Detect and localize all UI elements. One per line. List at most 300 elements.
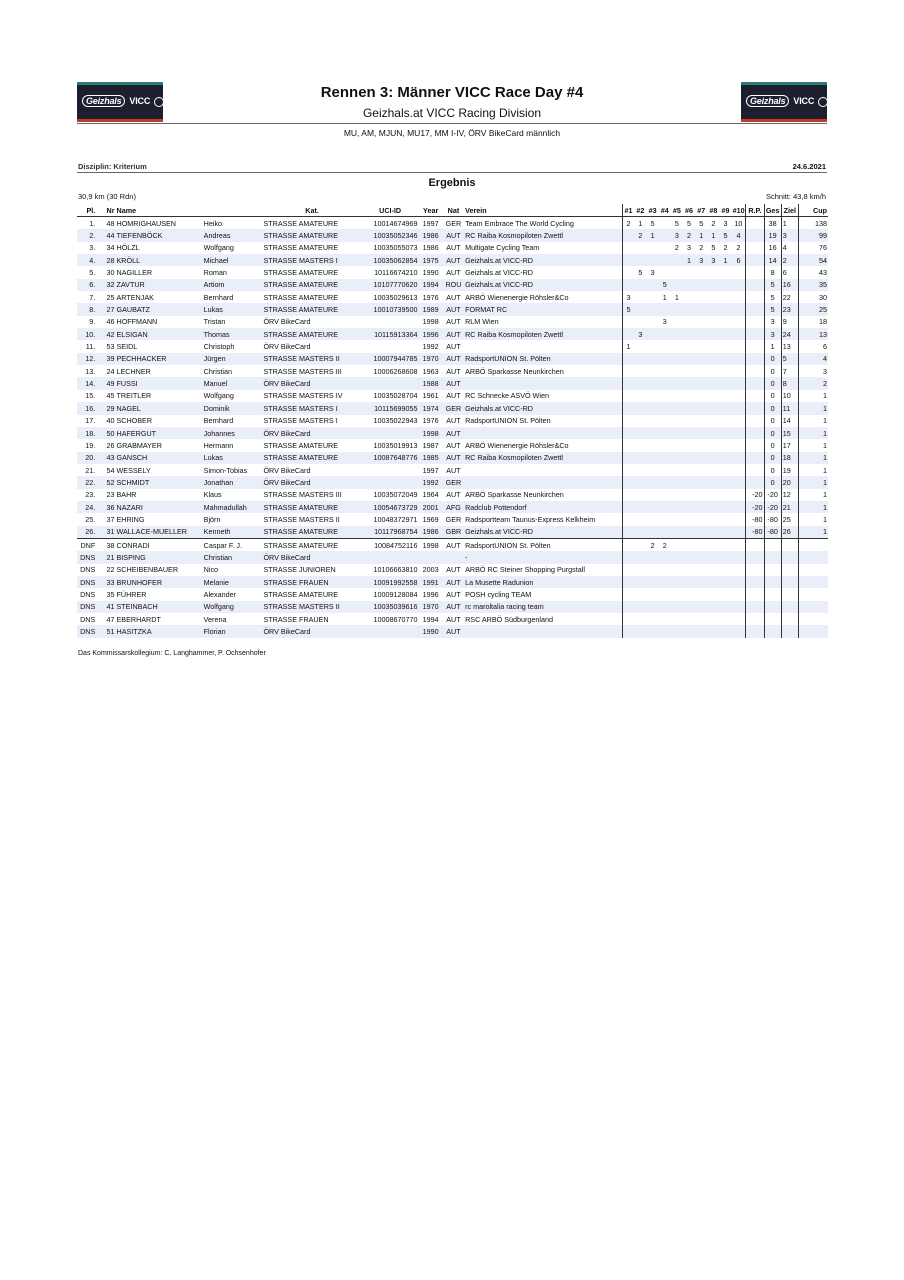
table-cell: GAUBATZ xyxy=(116,303,203,315)
table-cell: 4 xyxy=(781,242,798,254)
table-row xyxy=(77,316,828,328)
table-cell: 10035029613 xyxy=(373,292,418,302)
table-cell xyxy=(622,266,634,278)
table-cell xyxy=(659,576,671,588)
table-cell: 2 xyxy=(699,243,704,253)
table-cell xyxy=(695,588,707,600)
table-cell: Kenneth xyxy=(203,526,263,539)
race-distance: 30,9 km (30 Rdn) xyxy=(78,192,136,201)
table-cell xyxy=(622,601,634,613)
table-cell: STRASSE AMATEURE xyxy=(263,589,338,599)
table-cell xyxy=(707,291,719,303)
table-cell xyxy=(683,625,695,637)
table-cell: 26 xyxy=(106,440,115,450)
table-cell: 18. xyxy=(77,427,96,439)
table-cell: 5 xyxy=(764,279,781,291)
table-cell xyxy=(647,513,659,525)
table-cell xyxy=(732,291,746,303)
table-cell: ARBÖ Sparkasse Neunkirchen xyxy=(465,366,564,376)
table-cell xyxy=(647,476,659,488)
table-cell xyxy=(464,377,622,389)
table-cell: FORMAT RC xyxy=(464,303,622,315)
table-cell: 0 xyxy=(764,365,781,377)
table-cell xyxy=(671,613,683,625)
table-cell xyxy=(746,377,764,389)
column-header: #2 xyxy=(634,204,646,217)
table-cell xyxy=(622,353,634,365)
table-cell: Mahmadullah xyxy=(203,501,263,513)
table-cell xyxy=(647,377,659,389)
table-cell xyxy=(622,452,634,464)
table-cell: CONRADI xyxy=(116,538,203,551)
table-cell xyxy=(671,340,683,352)
table-cell xyxy=(732,266,746,278)
table-cell xyxy=(647,464,659,476)
table-cell xyxy=(746,588,764,600)
table-cell: BAHR xyxy=(116,490,137,500)
table-cell xyxy=(634,402,646,414)
table-row xyxy=(77,254,828,266)
table-cell xyxy=(746,340,764,352)
table-cell: 1994 xyxy=(419,279,443,291)
table-cell: Florian xyxy=(203,625,263,637)
table-cell xyxy=(622,625,634,637)
table-cell: 2001 xyxy=(419,501,443,513)
table-cell: STRASSE AMATEURE xyxy=(262,303,361,315)
table-cell: POSH cycling TEAM xyxy=(465,589,532,599)
table-cell: Melanie xyxy=(203,576,263,588)
table-cell: AUT xyxy=(443,576,464,588)
table-cell xyxy=(695,551,707,563)
table-cell: -20 xyxy=(746,489,764,501)
table-cell: 51 xyxy=(96,625,115,637)
table-cell: Radclub Pottendorf xyxy=(464,501,622,513)
table-cell: 3 xyxy=(662,317,667,327)
table-cell xyxy=(764,564,781,576)
table-cell: Alexander xyxy=(203,589,237,599)
table-cell: 10116674210 xyxy=(374,268,418,278)
table-cell xyxy=(695,576,707,588)
table-cell: AUT xyxy=(443,303,464,315)
table-cell xyxy=(622,588,634,600)
table-cell xyxy=(362,476,419,488)
table-cell: ARBÖ RC Steiner Shopping Purgstall xyxy=(465,565,585,575)
table-cell: 1974 xyxy=(419,402,443,414)
table-cell xyxy=(634,601,646,613)
table-cell xyxy=(746,291,764,303)
table-cell xyxy=(659,601,671,613)
table-cell: 1998 xyxy=(419,538,443,551)
table-cell xyxy=(671,551,683,563)
table-cell: 10035039616 xyxy=(362,601,419,613)
table-cell: AUT xyxy=(446,243,461,253)
table-cell xyxy=(671,601,683,613)
table-cell xyxy=(634,564,646,576)
table-cell xyxy=(695,613,707,625)
table-cell xyxy=(719,415,731,427)
table-cell xyxy=(622,427,634,439)
table-cell xyxy=(732,538,746,551)
table-cell xyxy=(647,303,659,315)
table-cell: 16 xyxy=(764,242,781,254)
table-cell xyxy=(719,464,731,476)
table-cell: 10035028704 xyxy=(373,391,418,401)
table-cell xyxy=(781,613,798,625)
table-cell: 23 xyxy=(106,490,115,500)
table-cell xyxy=(732,303,746,315)
table-cell: BRUNHOFER xyxy=(116,576,203,588)
table-cell: 1 xyxy=(781,217,798,230)
table-cell xyxy=(764,576,781,588)
table-cell xyxy=(719,625,731,637)
table-cell: 0 xyxy=(764,353,781,365)
table-cell: 3 xyxy=(687,243,692,253)
table-cell: 36 xyxy=(96,501,115,513)
table-cell: 5 xyxy=(650,218,655,228)
table-cell: 1976 xyxy=(422,416,439,426)
table-cell xyxy=(659,464,671,476)
table-cell: 10035055073 xyxy=(373,243,418,253)
table-cell: 1990 xyxy=(422,268,439,278)
table-cell: AUT xyxy=(446,589,461,599)
table-row xyxy=(77,291,828,303)
table-cell xyxy=(764,551,781,563)
table-cell xyxy=(719,538,731,551)
table-cell xyxy=(634,353,646,365)
table-cell xyxy=(746,464,764,476)
table-cell xyxy=(659,365,671,377)
table-cell: 1 xyxy=(798,501,828,513)
results-table xyxy=(77,204,828,638)
table-cell: 5 xyxy=(638,268,643,278)
table-cell: Hermann xyxy=(203,440,234,450)
table-row xyxy=(77,266,828,278)
table-cell xyxy=(746,229,764,241)
table-cell: 41 xyxy=(96,601,115,613)
section-divider xyxy=(77,172,827,173)
table-cell: NAZARI xyxy=(116,501,203,513)
table-cell xyxy=(707,328,719,340)
table-cell xyxy=(671,390,683,402)
table-cell: RSC ARBÖ Südburgenland xyxy=(465,614,553,624)
table-cell xyxy=(746,279,764,291)
table-cell xyxy=(683,588,695,600)
table-cell: AUT xyxy=(446,366,461,376)
table-cell: RLM Wien xyxy=(465,317,499,327)
table-cell xyxy=(634,365,646,377)
table-cell xyxy=(622,501,634,513)
table-cell: 3 xyxy=(707,254,719,266)
table-row xyxy=(77,242,828,254)
table-cell xyxy=(695,601,707,613)
table-cell: 24 xyxy=(781,328,798,340)
table-cell xyxy=(659,513,671,525)
table-cell: 25 xyxy=(781,513,798,525)
table-cell xyxy=(695,353,707,365)
table-cell xyxy=(671,377,683,389)
table-cell: AFG xyxy=(443,501,464,513)
table-cell: 5 xyxy=(699,218,704,228)
table-cell: 13. xyxy=(85,366,96,376)
table-cell xyxy=(647,452,659,464)
table-cell: 7 xyxy=(781,365,798,377)
table-cell: 35 xyxy=(798,279,828,291)
table-cell: 44 xyxy=(96,229,115,241)
table-cell xyxy=(707,526,719,539)
table-cell xyxy=(683,353,695,365)
table-cell: Bernhard xyxy=(203,292,234,302)
table-cell: AUT xyxy=(443,377,464,389)
table-cell: 47 xyxy=(106,614,115,624)
table-cell xyxy=(647,291,659,303)
table-cell xyxy=(732,439,746,451)
table-cell xyxy=(622,464,634,476)
table-row xyxy=(77,501,828,513)
table-cell: WALLACE-MUELLER xyxy=(116,526,203,539)
column-header: #7 xyxy=(695,204,707,217)
table-cell xyxy=(622,476,634,488)
table-cell: 21 xyxy=(96,551,115,563)
table-cell xyxy=(671,588,683,600)
table-cell: 10087648776 xyxy=(362,452,419,464)
table-cell: STRASSE JUNIOREN xyxy=(263,565,336,575)
table-cell: 10107770620 xyxy=(362,279,419,291)
table-cell xyxy=(671,476,683,488)
table-cell xyxy=(659,501,671,513)
table-cell: 1986 xyxy=(419,526,443,539)
table-cell: STRASSE MASTERS I xyxy=(263,416,338,426)
table-cell: 3 xyxy=(695,254,707,266)
table-cell xyxy=(362,551,419,563)
table-cell xyxy=(634,538,646,551)
table-cell: 19 xyxy=(781,464,798,476)
table-cell: Klaus xyxy=(203,490,222,500)
table-cell: Heiko xyxy=(203,218,223,228)
table-cell: 3 xyxy=(671,229,683,241)
table-row xyxy=(77,377,828,389)
table-cell xyxy=(746,415,764,427)
table-cell: 2 xyxy=(634,229,646,241)
table-row xyxy=(77,217,828,230)
table-cell: 39 xyxy=(96,353,115,365)
table-cell xyxy=(764,613,781,625)
column-header: #9 xyxy=(719,204,731,217)
table-cell: 10084752116 xyxy=(362,538,419,551)
table-cell: 0 xyxy=(764,402,781,414)
table-cell xyxy=(707,303,719,315)
table-cell xyxy=(683,328,695,340)
table-cell xyxy=(683,613,695,625)
table-cell: STRASSE AMATEURE xyxy=(263,292,338,302)
table-cell xyxy=(746,316,764,328)
table-cell: -80 xyxy=(746,513,764,525)
table-cell: 16. xyxy=(77,402,96,414)
table-cell: SCHMIDT xyxy=(116,476,203,488)
column-header: #4 xyxy=(659,204,671,217)
table-cell xyxy=(719,291,731,303)
table-cell xyxy=(732,340,746,352)
table-cell: Geizhals.at VICC-RD xyxy=(464,402,622,414)
table-cell xyxy=(634,291,646,303)
table-cell: STRASSE MASTERS IV xyxy=(263,391,343,401)
table-cell: 22 xyxy=(106,565,115,575)
table-cell xyxy=(622,489,634,501)
table-cell xyxy=(659,427,671,439)
table-cell: STEINBACH xyxy=(116,601,203,613)
table-cell: GRABMAYER xyxy=(116,440,162,450)
table-cell: 52 xyxy=(96,476,115,488)
table-row xyxy=(77,390,828,402)
table-cell xyxy=(732,588,746,600)
table-cell: 16 xyxy=(781,279,798,291)
table-cell xyxy=(746,452,764,464)
table-cell xyxy=(634,464,646,476)
table-cell: 1 xyxy=(695,229,707,241)
table-cell xyxy=(719,316,731,328)
table-cell: 10 xyxy=(734,218,743,228)
table-cell xyxy=(647,576,659,588)
table-cell: 7. xyxy=(89,292,96,302)
table-cell: ÖRV BikeCard xyxy=(262,377,361,389)
table-cell: 45 xyxy=(106,391,115,401)
section-title: Ergebnis xyxy=(428,177,476,189)
table-cell xyxy=(798,551,828,563)
table-cell xyxy=(707,464,719,476)
table-cell: 0 xyxy=(764,427,781,439)
table-cell xyxy=(707,564,719,576)
table-cell xyxy=(634,316,646,328)
table-cell xyxy=(683,576,695,588)
table-cell: AUT xyxy=(446,342,461,352)
table-cell xyxy=(695,476,707,488)
table-cell xyxy=(746,242,764,254)
table-cell: ÖRV BikeCard xyxy=(262,476,361,488)
table-cell xyxy=(683,526,695,539)
table-cell: RadsportUNION St. Pölten xyxy=(464,538,622,551)
table-cell xyxy=(671,452,683,464)
column-header: UCI-ID xyxy=(362,204,419,217)
table-cell: 1997 xyxy=(422,465,439,475)
table-cell xyxy=(719,588,731,600)
results-body xyxy=(77,217,828,638)
table-cell xyxy=(798,588,828,600)
table-cell: 21. xyxy=(85,465,96,475)
table-cell xyxy=(719,439,731,451)
table-cell xyxy=(719,551,731,563)
table-cell: 17. xyxy=(85,416,96,426)
table-cell: 10054673729 xyxy=(362,501,419,513)
table-cell: 2 xyxy=(622,217,634,230)
table-cell: 14. xyxy=(77,377,96,389)
table-cell: 10035022943 xyxy=(373,416,418,426)
table-cell xyxy=(683,340,695,352)
table-cell: STRASSE FRAUEN xyxy=(263,614,329,624)
table-cell xyxy=(647,402,659,414)
table-cell xyxy=(647,340,659,352)
table-cell xyxy=(719,476,731,488)
column-header: Cup xyxy=(798,204,828,217)
column-header: #3 xyxy=(647,204,659,217)
table-cell: 1 xyxy=(719,254,731,266)
table-cell: HOFFMANN xyxy=(116,317,158,327)
table-cell: 10048372971 xyxy=(373,514,418,524)
table-row xyxy=(77,340,828,352)
table-cell: 12 xyxy=(781,489,798,501)
table-cell xyxy=(659,625,671,637)
table-cell xyxy=(683,476,695,488)
table-cell: ÖRV BikeCard xyxy=(263,342,311,352)
table-cell: 10010739500 xyxy=(362,303,419,315)
table-cell xyxy=(732,601,746,613)
table-cell xyxy=(746,538,764,551)
table-cell xyxy=(671,415,683,427)
table-row xyxy=(77,551,828,563)
table-cell: 0 xyxy=(764,464,781,476)
table-cell: 48 xyxy=(106,218,115,228)
table-cell xyxy=(695,513,707,525)
table-cell: Radsportteam Taunus-Express Kelkheim xyxy=(465,514,596,524)
table-cell: ÖRV BikeCard xyxy=(263,317,311,327)
table-cell xyxy=(764,538,781,551)
table-cell: DNS xyxy=(80,614,96,624)
table-cell xyxy=(622,415,634,427)
table-cell: - xyxy=(464,551,622,563)
table-cell xyxy=(659,476,671,488)
table-cell: Team Embrace The World Cycling xyxy=(465,218,574,228)
table-cell xyxy=(647,551,659,563)
table-cell xyxy=(464,427,622,439)
table-cell: STRASSE AMATEURE xyxy=(262,538,361,551)
table-cell: 42 xyxy=(96,328,115,340)
table-cell: 2 xyxy=(798,377,828,389)
table-cell: RC Raiba Kosmopiloten Zwettl xyxy=(464,229,622,241)
table-cell: STRASSE AMATEURE xyxy=(262,526,361,539)
table-cell xyxy=(732,513,746,525)
table-cell: AUT xyxy=(446,440,461,450)
table-cell: GER xyxy=(445,218,462,228)
table-cell: 1986 xyxy=(419,229,443,241)
table-cell: AUT xyxy=(443,538,464,551)
table-cell xyxy=(659,452,671,464)
table-cell: 37 xyxy=(106,514,115,524)
column-header: Nr xyxy=(96,204,115,217)
table-cell xyxy=(732,377,746,389)
table-cell: STRASSE MASTERS III xyxy=(263,366,342,376)
table-cell: AUT xyxy=(446,292,461,302)
table-row xyxy=(77,601,828,613)
table-cell: Wolfgang xyxy=(203,601,263,613)
table-cell: 38 xyxy=(764,217,781,230)
table-cell xyxy=(707,476,719,488)
table-cell xyxy=(732,353,746,365)
table-cell: ARTENJAK xyxy=(116,292,154,302)
table-cell: 43 xyxy=(798,266,828,278)
table-cell xyxy=(695,415,707,427)
table-cell: 1 xyxy=(622,340,634,352)
table-cell: 10007944785 xyxy=(362,353,419,365)
table-cell: 1964 xyxy=(422,490,439,500)
table-cell xyxy=(719,402,731,414)
table-cell: Geizhals.at VICC-RD xyxy=(465,268,533,278)
table-cell: 1 xyxy=(798,489,828,501)
table-cell: Multigate Cycling Team xyxy=(465,243,540,253)
table-row xyxy=(77,526,828,539)
table-cell: rc maroltalia racing team xyxy=(464,601,622,613)
table-cell: EBERHARDT xyxy=(116,614,161,624)
table-cell: 1989 xyxy=(419,303,443,315)
table-cell xyxy=(683,601,695,613)
table-cell: 38 xyxy=(96,538,115,551)
